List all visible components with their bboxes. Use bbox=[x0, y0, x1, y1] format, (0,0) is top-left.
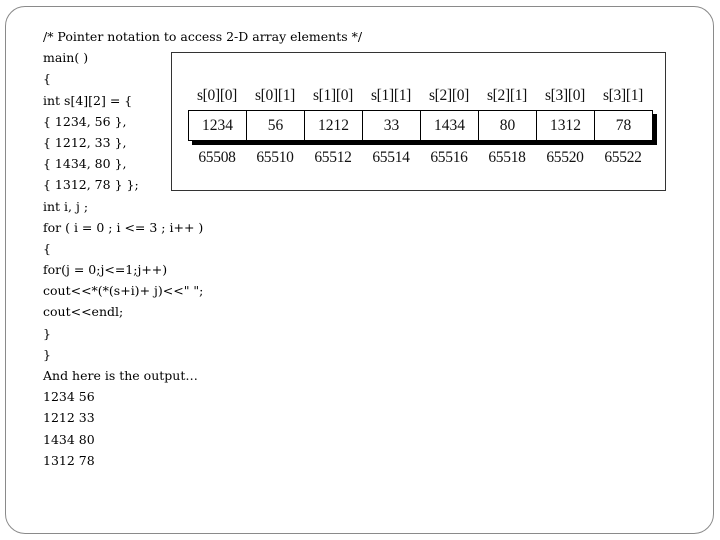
element-label: s[0][0] bbox=[196, 87, 238, 104]
code-line: int i, j ; bbox=[43, 198, 89, 214]
code-line: for ( i = 0 ; i <= 3 ; i++ ) bbox=[43, 219, 204, 235]
memory-cell: 80 bbox=[478, 111, 536, 140]
element-label-row bbox=[188, 87, 652, 105]
code-line: { 1434, 80 }, bbox=[43, 156, 127, 172]
element-label: s[1][0] bbox=[312, 87, 354, 104]
memory-address: 65510 bbox=[256, 149, 294, 166]
output-line: 1234 56 bbox=[43, 389, 95, 405]
memory-address: 65520 bbox=[546, 149, 584, 166]
memory-address: 65518 bbox=[488, 149, 526, 166]
element-label: s[2][1] bbox=[486, 87, 528, 104]
element-label: s[0][1] bbox=[254, 87, 296, 104]
element-label: s[1][1] bbox=[370, 87, 412, 104]
code-line: main( ) bbox=[43, 50, 89, 66]
memory-cell: 1434 bbox=[420, 111, 478, 140]
output-heading: And here is the output… bbox=[43, 368, 198, 383]
code-line: cout<<*(*(s+i)+ j)<<" "; bbox=[43, 283, 204, 299]
code-line: cout<<endl; bbox=[43, 304, 124, 320]
element-label: s[3][1] bbox=[602, 87, 644, 104]
code-line: { 1312, 78 } }; bbox=[43, 177, 139, 193]
output-line: 1212 33 bbox=[43, 410, 95, 426]
code-line: { 1212, 33 }, bbox=[43, 134, 127, 150]
memory-layout-figure bbox=[171, 52, 666, 191]
element-label: s[2][0] bbox=[428, 87, 470, 104]
memory-address: 65522 bbox=[604, 149, 642, 166]
memory-cell: 1312 bbox=[536, 111, 594, 140]
element-label: s[3][0] bbox=[544, 87, 586, 104]
code-line: } bbox=[43, 325, 51, 341]
code-line: } bbox=[43, 346, 51, 362]
code-line: { bbox=[43, 71, 51, 87]
code-line: for(j = 0;j<=1;j++) bbox=[43, 262, 168, 278]
memory-cell: 33 bbox=[362, 111, 420, 140]
output-line: 1312 78 bbox=[43, 452, 95, 468]
memory-cell: 1234 bbox=[202, 117, 233, 134]
code-line: { bbox=[43, 240, 51, 256]
memory-cell: 78 bbox=[594, 111, 652, 140]
code-line: int s[4][2] = { bbox=[43, 92, 133, 108]
memory-address: 65516 bbox=[430, 149, 468, 166]
memory-address: 65508 bbox=[198, 149, 236, 166]
memory-cell: 56 bbox=[246, 111, 304, 140]
code-line: /* Pointer notation to access 2-D array elements */ bbox=[43, 29, 363, 44]
memory-address: 65512 bbox=[314, 149, 352, 166]
memory-cell: 1212 bbox=[304, 111, 362, 140]
memory-address: 65514 bbox=[372, 149, 410, 166]
address-row bbox=[188, 149, 652, 167]
output-line: 1434 80 bbox=[43, 431, 95, 447]
code-line: { 1234, 56 }, bbox=[43, 113, 127, 129]
memory-cells bbox=[188, 110, 653, 141]
